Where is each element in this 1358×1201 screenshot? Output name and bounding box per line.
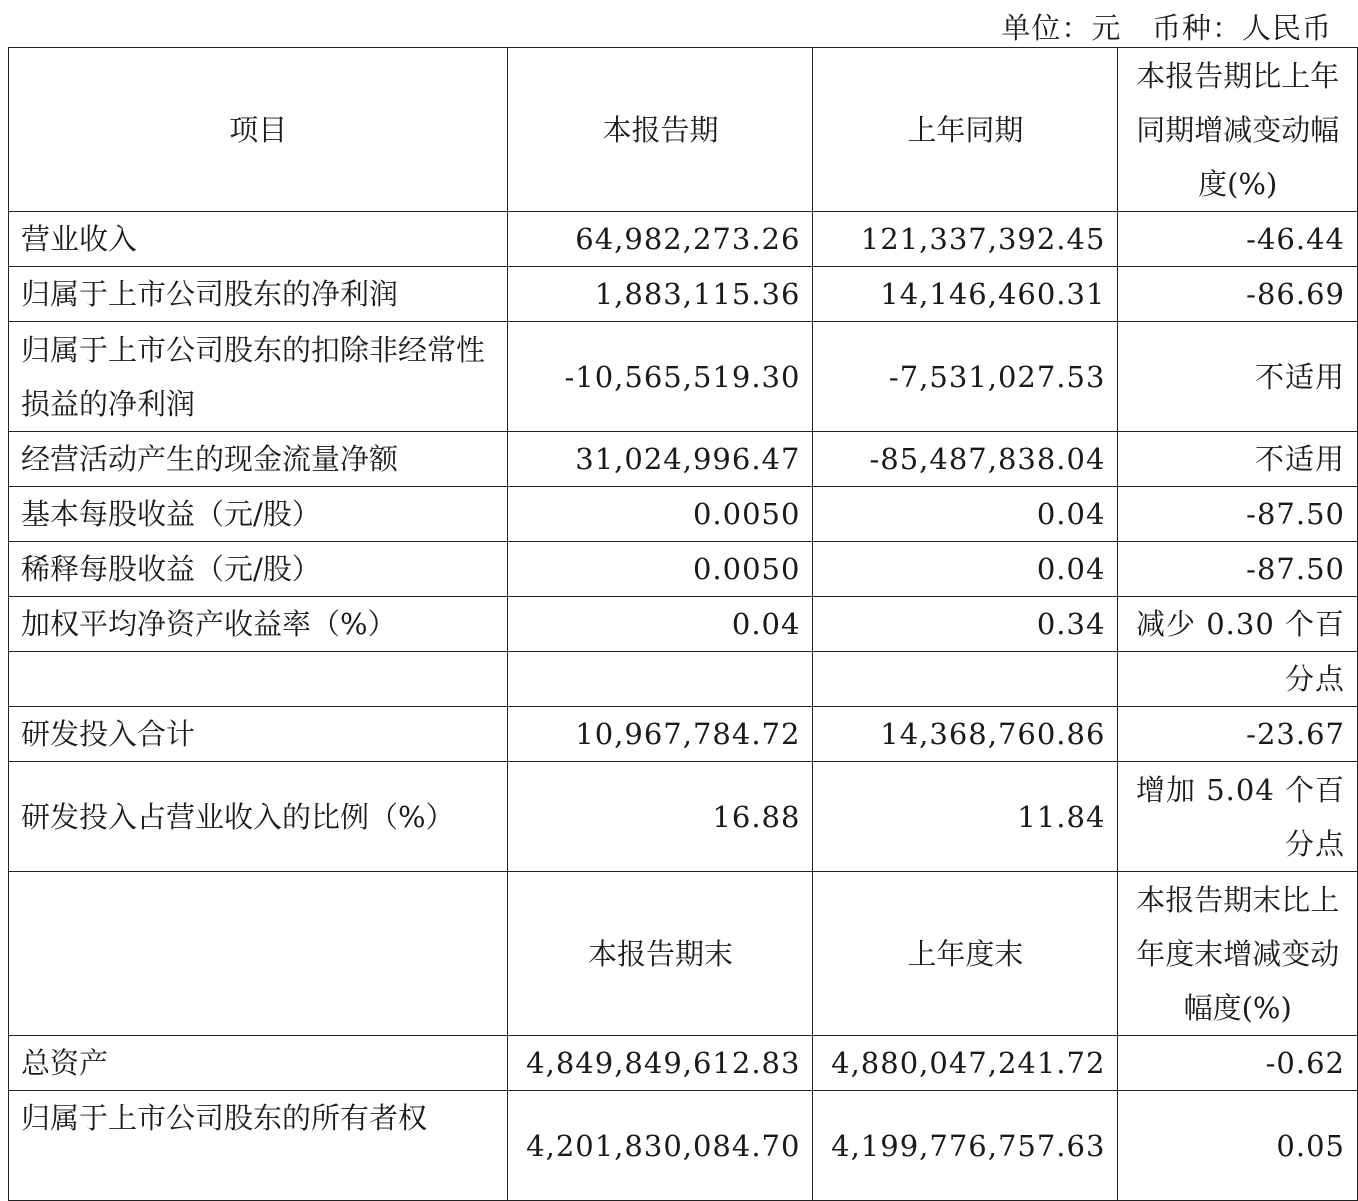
table-row	[9, 322, 1358, 432]
row-prior: 11.84	[813, 762, 1118, 872]
table-row	[9, 432, 1358, 487]
table-row	[9, 707, 1358, 762]
row-change: 增加 5.04 个百分点	[1118, 762, 1358, 872]
table-row	[9, 597, 1358, 652]
row-label	[9, 652, 508, 707]
row-label: 归属于上市公司股东的净利润	[9, 267, 508, 322]
header-prior-period: 上年同期	[813, 48, 1118, 212]
currency-label: 币种：人民币	[1151, 11, 1332, 45]
row-label: 稀释每股收益（元/股）	[9, 542, 508, 597]
row-change: 不适用	[1118, 432, 1358, 487]
row-change: -23.67	[1118, 707, 1358, 762]
row-change: -86.69	[1118, 267, 1358, 322]
row-current: 10,967,784.72	[508, 707, 813, 762]
row-prior: 0.04	[813, 542, 1118, 597]
row-current: -10,565,519.30	[508, 322, 813, 432]
row-change: 0.05	[1118, 1091, 1358, 1201]
row-prior: 14,146,460.31	[813, 267, 1118, 322]
table-row	[9, 212, 1358, 267]
row-prior: 121,337,392.45	[813, 212, 1118, 267]
row-label: 加权平均净资产收益率（%）	[9, 597, 508, 652]
table-row	[9, 1091, 1358, 1201]
row-change: -0.62	[1118, 1036, 1358, 1091]
unit-label: 单位：元	[1001, 11, 1122, 45]
row-current: 0.0050	[508, 487, 813, 542]
row-label: 经营活动产生的现金流量净额	[9, 432, 508, 487]
row-current: 1,883,115.36	[508, 267, 813, 322]
table-row	[9, 1036, 1358, 1091]
table-row	[9, 762, 1358, 872]
row-prior-year-end: 4,880,047,241.72	[813, 1036, 1118, 1091]
row-prior: 14,368,760.86	[813, 707, 1118, 762]
row-change: 分点	[1118, 652, 1358, 707]
subheader-item	[9, 872, 508, 1036]
row-change: -46.44	[1118, 212, 1358, 267]
subheader-prior-year-end: 上年度末	[813, 872, 1118, 1036]
row-current: 64,982,273.26	[508, 212, 813, 267]
unit-currency-line	[1001, 6, 1332, 47]
row-current: 16.88	[508, 762, 813, 872]
header-current-period: 本报告期	[508, 48, 813, 212]
financial-data-table	[8, 47, 1358, 1201]
row-prior: 0.34	[813, 597, 1118, 652]
row-prior: 0.04	[813, 487, 1118, 542]
table-row	[9, 487, 1358, 542]
row-prior: -85,487,838.04	[813, 432, 1118, 487]
row-change: -87.50	[1118, 542, 1358, 597]
table-row	[9, 267, 1358, 322]
row-change: -87.50	[1118, 487, 1358, 542]
row-label: 营业收入	[9, 212, 508, 267]
row-current	[508, 652, 813, 707]
header-item: 项目	[9, 48, 508, 212]
subheader-change-pct: 本报告期末比上年度末增减变动幅度(%)	[1118, 872, 1358, 1036]
header-change-pct: 本报告期比上年同期增减变动幅度(%)	[1118, 48, 1358, 212]
table-row	[9, 542, 1358, 597]
table-header-row	[9, 48, 1358, 212]
table-subheader-row	[9, 872, 1358, 1036]
row-label: 总资产	[9, 1036, 508, 1091]
row-prior	[813, 652, 1118, 707]
row-label: 研发投入占营业收入的比例（%）	[9, 762, 508, 872]
row-period-end: 4,849,849,612.83	[508, 1036, 813, 1091]
table-row-continuation	[9, 652, 1358, 707]
row-label: 归属于上市公司股东的扣除非经常性损益的净利润	[9, 322, 508, 432]
row-prior: -7,531,027.53	[813, 322, 1118, 432]
row-current: 0.04	[508, 597, 813, 652]
row-current: 0.0050	[508, 542, 813, 597]
subheader-period-end: 本报告期末	[508, 872, 813, 1036]
row-prior-year-end: 4,199,776,757.63	[813, 1091, 1118, 1201]
row-change: 减少 0.30 个百	[1118, 597, 1358, 652]
row-label: 归属于上市公司股东的所有者权	[9, 1091, 508, 1201]
row-label: 基本每股收益（元/股）	[9, 487, 508, 542]
row-change: 不适用	[1118, 322, 1358, 432]
row-label: 研发投入合计	[9, 707, 508, 762]
row-period-end: 4,201,830,084.70	[508, 1091, 813, 1201]
row-current: 31,024,996.47	[508, 432, 813, 487]
